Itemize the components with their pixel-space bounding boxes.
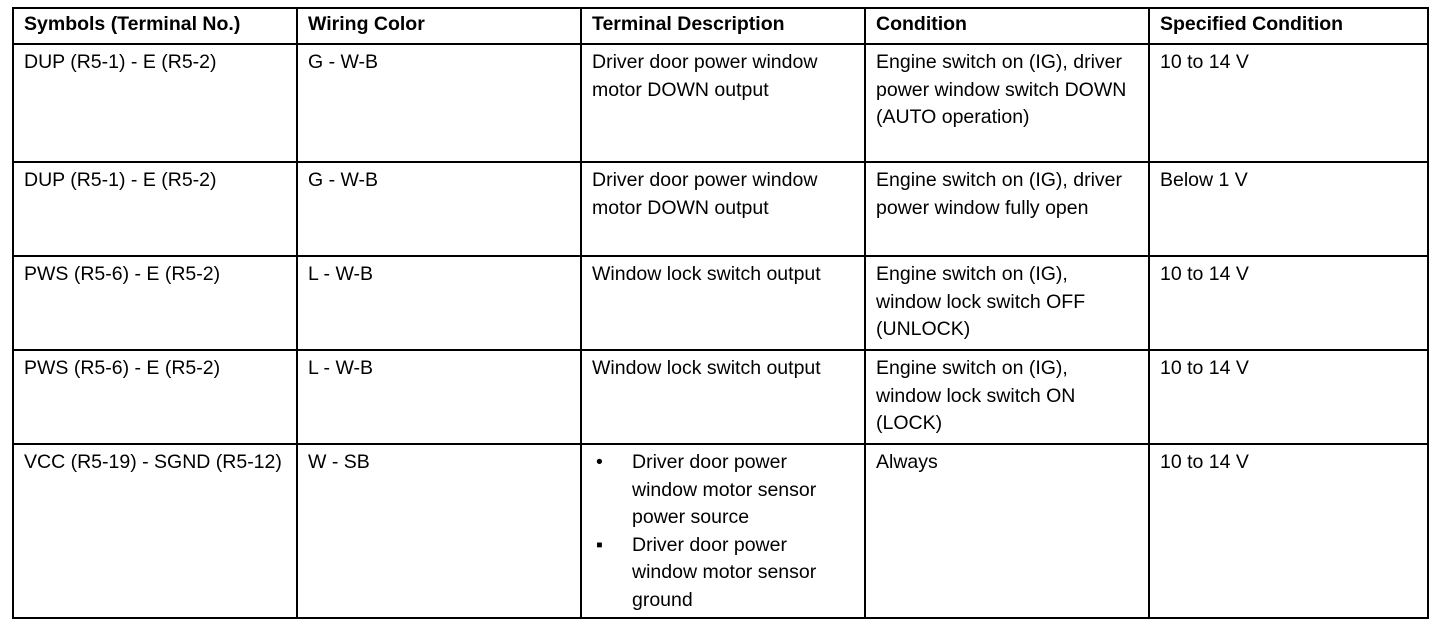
cell-condition: Engine switch on (IG), window lock switch OFF (UNLOCK) — [865, 256, 1149, 350]
table-row — [13, 44, 1428, 162]
list-item — [592, 449, 854, 532]
cell-condition: Engine switch on (IG), window lock switch ON (LOCK) — [865, 350, 1149, 444]
cell-symbols: PWS (R5-6) - E (R5-2) — [13, 350, 297, 444]
list-item-text: Driver door power window motor sensor ground — [632, 533, 817, 611]
cell-specified-condition: 10 to 14 V — [1149, 444, 1428, 618]
cell-specified-condition: 10 to 14 V — [1149, 44, 1428, 162]
list-item — [592, 532, 854, 615]
header-specified-condition: Specified Condition — [1149, 8, 1428, 44]
cell-description: Driver door power window motor DOWN output — [581, 162, 865, 256]
cell-description: Window lock switch output — [581, 256, 865, 350]
terminal-spec-table — [12, 7, 1429, 619]
cell-condition: Always — [865, 444, 1149, 618]
cell-description: Driver door power window motor DOWN output — [581, 44, 865, 162]
cell-symbols: DUP (R5-1) - E (R5-2) — [13, 44, 297, 162]
header-condition: Condition — [865, 8, 1149, 44]
table-header-row — [13, 8, 1428, 44]
cell-wiring-color: G - W-B — [297, 162, 581, 256]
cell-description — [581, 444, 865, 618]
cell-condition: Engine switch on (IG), driver power window fully open — [865, 162, 1149, 256]
cell-specified-condition: Below 1 V — [1149, 162, 1428, 256]
cell-description: Window lock switch output — [581, 350, 865, 444]
header-symbols: Symbols (Terminal No.) — [13, 8, 297, 44]
cell-wiring-color: G - W-B — [297, 44, 581, 162]
cell-wiring-color: W - SB — [297, 444, 581, 618]
table-row — [13, 162, 1428, 256]
table-row — [13, 350, 1428, 444]
cell-symbols: DUP (R5-1) - E (R5-2) — [13, 162, 297, 256]
cell-symbols: PWS (R5-6) - E (R5-2) — [13, 256, 297, 350]
bullet-icon: ▪ — [596, 533, 603, 556]
cell-condition: Engine switch on (IG), driver power window switch DOWN (AUTO operation) — [865, 44, 1149, 162]
cell-symbols: VCC (R5-19) - SGND (R5-12) — [13, 444, 297, 618]
header-terminal-description: Terminal Description — [581, 8, 865, 44]
table-row — [13, 256, 1428, 350]
table-row — [13, 444, 1428, 618]
description-bullet-list — [592, 449, 854, 614]
cell-wiring-color: L - W-B — [297, 256, 581, 350]
cell-wiring-color: L - W-B — [297, 350, 581, 444]
bullet-icon: • — [596, 451, 603, 473]
header-wiring-color: Wiring Color — [297, 8, 581, 44]
cell-specified-condition: 10 to 14 V — [1149, 350, 1428, 444]
list-item-text: Driver door power window motor sensor power source — [632, 451, 817, 528]
cell-specified-condition: 10 to 14 V — [1149, 256, 1428, 350]
